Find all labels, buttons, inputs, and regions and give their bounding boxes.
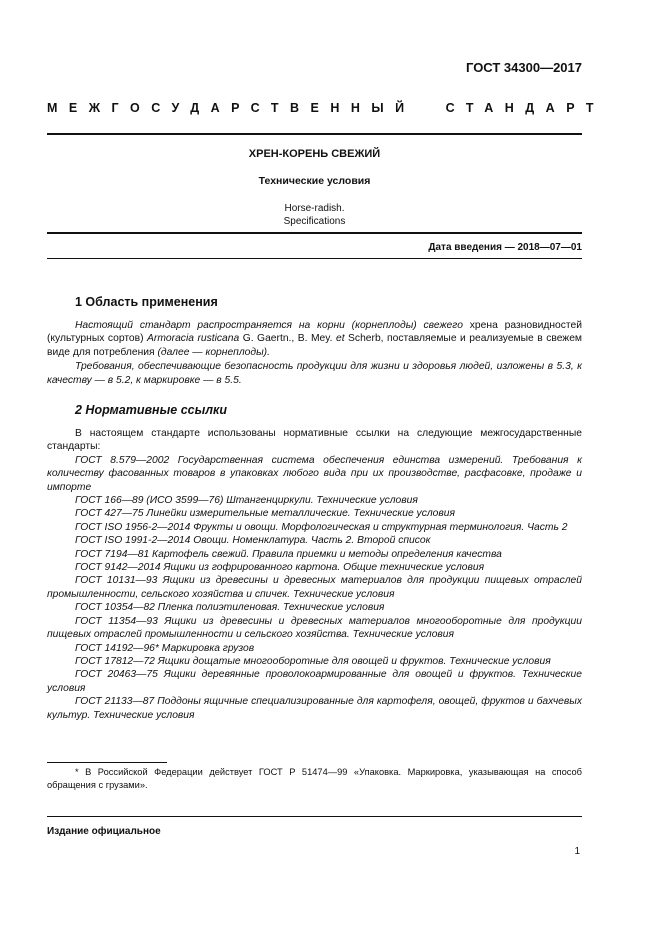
footnote-text: * В Российской Федерации действует ГОСТ Р 51474—99 «Упаковка. Маркировка, указывающая на способ обращения с грузами». bbox=[47, 767, 582, 790]
reference-item: ГОСТ ISO 1991-2—2014 Овощи. Номенклатура. Часть 2. Второй список bbox=[75, 535, 431, 547]
scope-paragraph: Настоящий стандарт распространяется на корни (корнеплоды) свежего хрена разновидностей (культурных сортов) Armoracia rusticana G. Gaertn., B. Mey. et Scherb, поставляемые и реализуемые в свежем виде для потребления (далее — корнеплоды). bbox=[47, 320, 583, 358]
reference-item: ГОСТ 10354—82 Пленка полиэтиленовая. Технические условия bbox=[75, 602, 385, 614]
reference-item: ГОСТ 166—89 (ИСО 3599—76) Штангенциркули. Технические условия bbox=[75, 495, 418, 507]
reference-item: ГОСТ 9142—2014 Ящики из гофрированного картона. Общие технические условия bbox=[75, 562, 485, 574]
section-1-heading: 1 Область применения bbox=[75, 295, 218, 309]
reference-item: ГОСТ 11354—93 Ящики из древесины и древесных материалов многооборотные для продукции пищевых отраслей промышленности и сельского хозяйства. Технические условия bbox=[47, 615, 582, 641]
english-title-line2: Specifications bbox=[283, 216, 346, 227]
reference-item: ГОСТ 10131—93 Ящики из древесины и древесных материалов для продукции пищевых отраслей промышленности, сельского хозяйства и спичек. Технические условия bbox=[47, 575, 582, 600]
page-number: 1 bbox=[574, 846, 580, 857]
section-2-heading: 2 Нормативные ссылки bbox=[75, 403, 228, 417]
reference-item: ГОСТ 17812—72 Ящики дощатые многооборотные для овощей и фруктов. Технические условия bbox=[75, 655, 551, 667]
document-subtitle: Технические условия bbox=[258, 175, 371, 187]
title-rule bbox=[47, 232, 582, 234]
references-intro: В настоящем стандарте использованы нормативные ссылки на следующие межгосударственные стандарты: bbox=[47, 428, 582, 453]
banner-left: МЕЖГОСУДАРСТВЕННЫЙ bbox=[47, 101, 416, 115]
english-title-line1: Horse-radish. bbox=[284, 203, 345, 214]
footer-rule bbox=[47, 816, 582, 817]
introduction-date: Дата введения — 2018—07—01 bbox=[428, 242, 582, 253]
footnote-rule bbox=[47, 762, 167, 763]
reference-item: ГОСТ 21133—87 Поддоны ящичные специализированные для картофеля, овощей, фруктов и бахчевых культур. Технические условия bbox=[47, 696, 582, 721]
official-edition-label: Издание официальное bbox=[47, 826, 161, 837]
reference-item: ГОСТ 427—75 Линейки измерительные металлические. Технические условия bbox=[75, 508, 455, 520]
english-title bbox=[47, 202, 582, 228]
date-rule bbox=[47, 258, 582, 259]
section-2-body bbox=[47, 427, 582, 722]
document-title: ХРЕН-КОРЕНЬ СВЕЖИЙ bbox=[248, 148, 381, 160]
requirements-paragraph: Требования, обеспечивающие безопасность продукции для жизни и здоровья людей, изложены в 5.3, к качеству — в 5.2, к маркировке — в 5.5. bbox=[47, 361, 582, 386]
document-number: ГОСТ 34300—2017 bbox=[466, 60, 582, 75]
reference-item: ГОСТ ISO 1956-2—2014 Фрукты и овощи. Морфологическая и структурная терминология. Часть 2 bbox=[75, 521, 568, 533]
footnote bbox=[47, 766, 582, 792]
reference-item: ГОСТ 14192—96* Маркировка грузов bbox=[75, 642, 255, 654]
reference-item: ГОСТ 7194—81 Картофель свежий. Правила приемки и методы определения качества bbox=[75, 548, 502, 560]
banner-right: СТАНДАРТ bbox=[445, 101, 606, 115]
reference-item: ГОСТ 20463—75 Ящики деревянные проволокоармированные для овощей и фруктов. Технические условия bbox=[47, 669, 582, 694]
reference-item: ГОСТ 8.579—2002 Государственная система обеспечения единства измерений. Требования к количеству фасованных товаров в упаковках любого вида при их производстве, расфасовке, продаже и импорте bbox=[47, 454, 582, 493]
section-1-body bbox=[47, 319, 582, 387]
header-rule bbox=[47, 133, 582, 135]
standard-banner bbox=[47, 101, 605, 115]
